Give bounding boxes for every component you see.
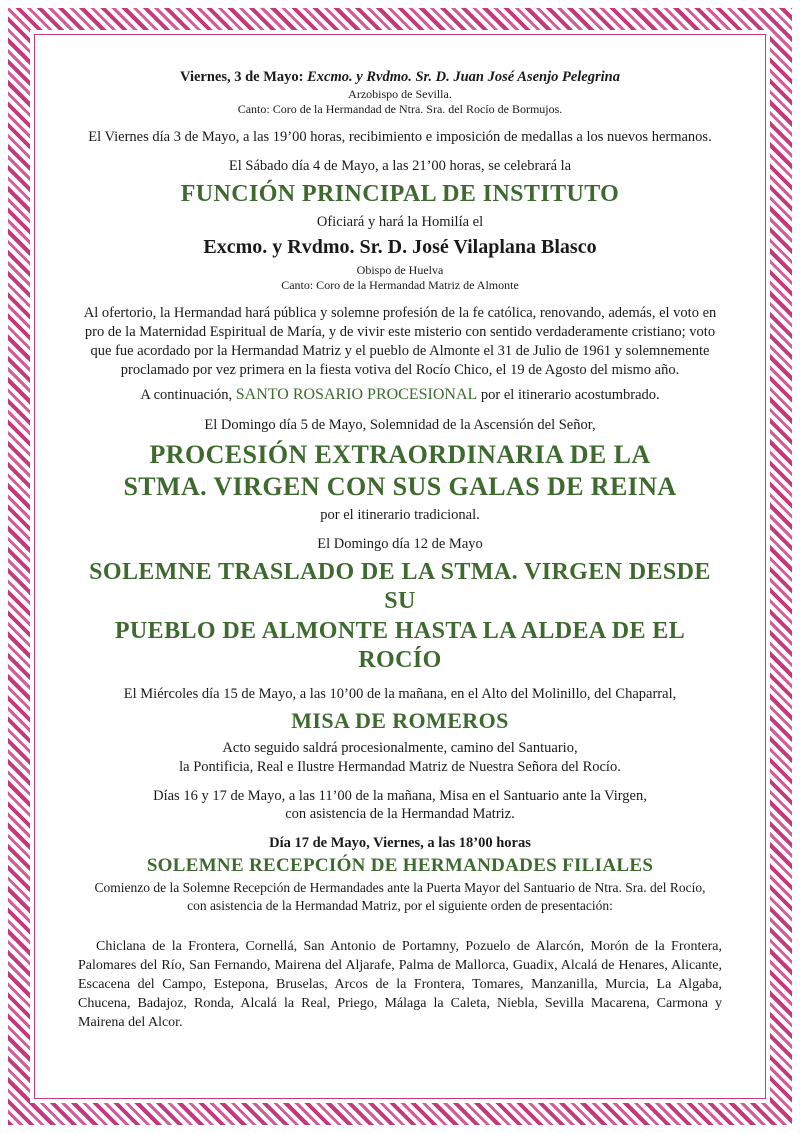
ofertorio-line: que fue acordado por la Hermandad Matriz y el pueblo de Almonte el 31 de Julio de 1961 y solemnemente [90,342,710,359]
sunday12-intro: El Domingo día 12 de Mayo [317,536,483,553]
comienzo-line: Comienzo de la Solemne Recepción de Hermandades ante la Puerta Mayor del Santuario de Ntra. Sra. del Rocío, [94,880,706,896]
itinerario-line: por el itinerario tradicional. [320,507,480,524]
procesion-heading-line: STMA. VIRGEN CON SUS GALAS DE REINA [123,471,677,501]
dias16-line: Días 16 y 17 de Mayo, a las 11’00 de la mañana, Misa en el Santuario ante la Virgen, [153,787,647,804]
friday-celebrant-title: Arzobispo de Sevilla. [348,86,452,101]
friday-date: Viernes, 3 de Mayo: [180,69,304,85]
sunday5-intro: El Domingo día 5 de Mayo, Solemnidad de la Ascensión del Señor, [204,417,596,434]
funcion-principal-heading: FUNCIÓN PRINCIPAL DE INSTITUTO [180,180,620,207]
ofertorio-line: Al ofertorio, la Hermandad hará pública y solemne profesión de la fe católica, renovando, además, el voto en [83,305,717,322]
rosario-line [78,385,722,406]
bishop-choir: Canto: Coro de la Hermandad Matriz de Almonte [281,278,519,293]
friday-celebrant-line [78,68,722,87]
friday-celebrant-name: Excmo. y Rvdmo. Sr. D. Juan José Asenjo Pelegrina [307,69,620,85]
acto-line: Acto seguido saldrá procesionalmente, camino del Santuario, [222,739,578,756]
traslado-heading-line: SOLEMNE TRASLADO DE LA STMA. VIRGEN DESDE SU [89,559,711,615]
bishop-name: Excmo. y Rvdmo. Sr. D. José Vilaplana Blasco [203,235,597,258]
dias16-line: con asistencia de la Hermandad Matriz. [285,806,515,823]
recepcion-heading: SOLEMNE RECEPCIÓN DE HERMANDADES FILIALES [146,855,654,877]
acto-line: la Pontificia, Real e Ilustre Hermandad Matriz de Nuestra Señora del Rocío. [179,758,621,775]
wednesday-intro: El Miércoles día 15 de Mayo, a las 10’00 de la mañana, en el Alto del Molinillo, del Chaparral, [123,686,677,703]
ofertorio-paragraph [78,304,722,379]
ofertorio-line: pro de la Maternidad Espiritual de María, y de vivir este misterio con sentido verdaderamente cristiano; voto [84,323,716,340]
hermandades-list: Chiclana de la Frontera, Cornellá, San Antonio de Portamny, Pozuelo de Alarcón, Morón de la Frontera, Palomares del Río, San Fernando, Mairena del Aljarafe, Palma de Mallorca, Guadix, Alcalá de Henares, Alicante, Escacena del Campo, Estepona, Bruselas, Arcos de la Frontera, Tomares, Manzanilla, Murcia, La Algaba, Chucena, Badajoz, Ronda, Alcalá la Real, Priego, Málaga la Caleta, Niebla, Sevilla Macarena, Carmona y Mairena del Alcor. [78,939,722,1030]
document-body [78,68,722,1047]
friday-choir: Canto: Coro de la Hermandad de Ntra. Sra. del Rocío de Bormujos. [237,102,563,117]
traslado-heading [78,558,722,675]
procesion-heading-line: PROCESIÓN EXTRAORDINARIA DE LA [149,440,651,470]
oficiara-line: Oficiará y hará la Homilía el [316,213,484,230]
rosario-highlight: SANTO ROSARIO PROCESIONAL [235,386,478,404]
rosario-pre: A continuación, [140,387,233,404]
day17-line: Día 17 de Mayo, Viernes, a las 18’00 horas [269,835,531,852]
misa-romeros-heading: MISA DE ROMEROS [291,708,509,734]
saturday-intro: El Sábado día 4 de Mayo, a las 21’00 horas, se celebrará la [228,157,572,174]
bishop-title: Obispo de Huelva [356,262,444,277]
ofertorio-line: proclamado por vez primera en la fiesta votiva del Rocío Chico, el 19 de Agosto del mismo año. [120,361,680,378]
medals-paragraph: El Viernes día 3 de Mayo, a las 19’00 horas, recibimiento e imposición de medallas a los nuevos hermanos. [88,129,712,146]
procesion-heading [78,439,722,502]
rosario-post: por el itinerario acostumbrado. [480,387,660,404]
traslado-heading-line: PUEBLO DE ALMONTE HASTA LA ALDEA DE EL ROCÍO [114,617,686,673]
comienzo-line: con asistencia de la Hermandad Matriz, por el siguiente orden de presentación: [187,897,613,913]
